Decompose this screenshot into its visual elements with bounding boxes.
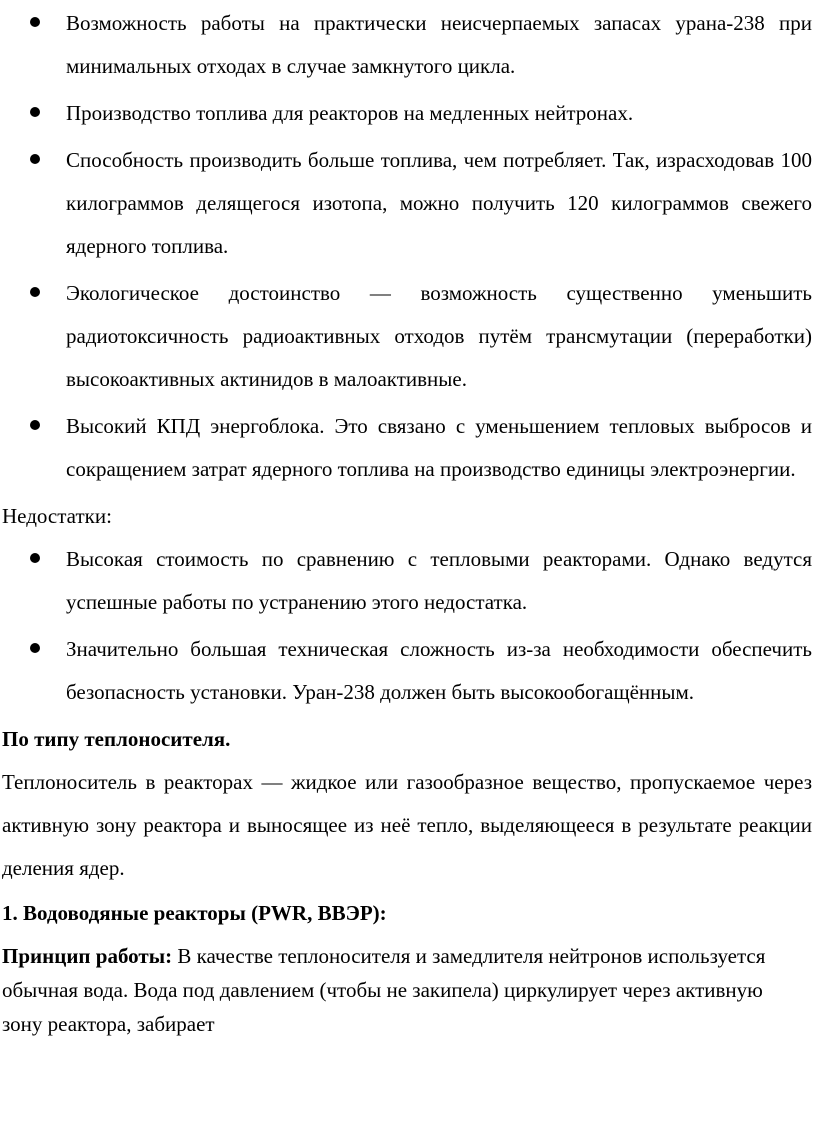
list-item: Производство топлива для реакторов на медленных нейтронах. xyxy=(0,92,816,135)
list-item: Экологическое достоинство — возможность существенно уменьшить радиотоксичность радиоактивных отходов путём трансмутации (переработки) высокоактивных актинидов в малоактивные. xyxy=(0,272,816,401)
principle-text: В качестве теплоносителя и замедлителя нейтронов используется обычная вода. Вода под давлением (чтобы не закипела) циркулирует через активную зону реактора, забирает xyxy=(2,944,766,1036)
coolant-definition: Теплоноситель в реакторах — жидкое или газообразное вещество, пропускаемое через активную зону реактора и выносящее из неё тепло, выделяющееся в результате реакции деления ядер. xyxy=(2,770,812,880)
list-item: Высокая стоимость по сравнению с тепловыми реакторами. Однако ведутся успешные работы по устранению этого недостатка. xyxy=(0,538,816,624)
principle-paragraph xyxy=(0,939,816,1041)
advantages-list xyxy=(0,2,816,491)
list-item: Высокий КПД энергоблока. Это связано с уменьшением тепловых выбросов и сокращением затрат ядерного топлива на производство единицы электроэнергии. xyxy=(0,405,816,491)
pwr-heading: 1. Водоводяные реакторы (PWR, ВВЭР): xyxy=(2,901,387,925)
disadvantages-label: Недостатки: xyxy=(2,504,112,528)
list-item: Значительно большая техническая сложность из-за необходимости обеспечить безопасность установки. Уран-238 должен быть высокообогащённым. xyxy=(0,628,816,714)
disadvantages-list xyxy=(0,538,816,714)
list-item: Способность производить больше топлива, чем потребляет. Так, израсходовав 100 килограммов делящегося изотопа, можно получить 120 килограммов свежего ядерного топлива. xyxy=(0,139,816,268)
principle-label: Принцип работы: xyxy=(2,944,173,968)
coolant-heading: По типу теплоносителя. xyxy=(2,727,231,751)
list-item: Возможность работы на практически неисчерпаемых запасах урана-238 при минимальных отходах в случае замкнутого цикла. xyxy=(0,2,816,88)
